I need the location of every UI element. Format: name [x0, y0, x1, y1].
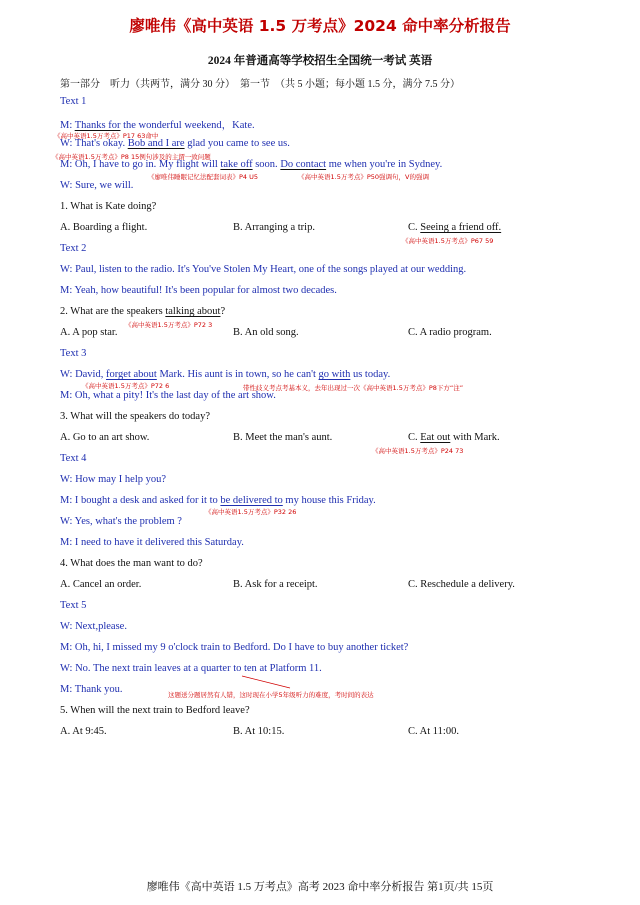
highlight-phrase: take off: [220, 159, 253, 170]
annotation: 这题送分题居然有人错，这时现在小学5年级听力的难度，考时间的表达: [168, 691, 374, 699]
option-a: A. A pop star.: [60, 327, 118, 338]
text2-label: Text 2: [60, 243, 87, 254]
section-instructions: 第一部分 听力（共两节，满分 30 分） 第一节 （共 5 小题；每小题 1.5 分，满分 7.5 分）: [60, 79, 460, 90]
option-c: C. Seeing a friend off.: [408, 222, 502, 233]
highlight-phrase: Seeing a friend off.: [420, 222, 502, 233]
highlight-phrase: a quarter to ten: [193, 663, 257, 674]
annotation: 带性歧义考点考基本义，去年出现过一次《高中英语1.5万考点》P8下方“注”: [243, 384, 464, 392]
annotation: 《高中英语1.5万考点》P72 6: [82, 382, 170, 390]
question-2: 2. What are the speakers talking about?: [60, 306, 226, 317]
option-c: C. Eat out with Mark.: [408, 432, 500, 443]
text3-line1: W: David, forget about Mark. His aunt is in town, so he can't go with us today.: [60, 369, 391, 380]
annotation: 《高中英语1.5万考点》P17 63命中: [54, 132, 159, 140]
text4-line4: M: I need to have it delivered this Saturday.: [60, 537, 244, 548]
annotation: 《高中英语1.5万考点》P24 73: [372, 447, 464, 455]
option-b: B. Meet the man's aunt.: [233, 432, 333, 443]
text5-line4: M: Thank you.: [60, 684, 123, 695]
text1-line2: W: That's okay. Bob and I are glad you came to see us.: [60, 138, 290, 149]
text1-label: Text 1: [60, 96, 87, 107]
annotation: 《高中英语1.5万考点》P72 3: [125, 321, 213, 329]
annotation: 《高中英语1.5万考点》P32 26: [205, 508, 297, 516]
text5-line1: W: Next,please.: [60, 621, 127, 632]
question-1: 1. What is Kate doing?: [60, 201, 157, 212]
page-footer: 廖唯伟《高中英语 1.5 万考点》高考 2023 命中率分析报告 第1页/共 15页: [146, 881, 494, 893]
question-3: 3. What will the speakers do today?: [60, 411, 210, 422]
question-4: 4. What does the man want to do?: [60, 558, 203, 569]
text4-line2: M: I bought a desk and asked for it to be delivered to my house this Friday.: [60, 495, 376, 506]
highlight-phrase: forget about: [105, 369, 157, 380]
highlight-phrase: Eat out: [420, 432, 451, 443]
option-c: C. A radio program.: [408, 327, 492, 338]
option-a: A. Go to an art show.: [60, 432, 150, 443]
option-a: A. Cancel an order.: [60, 579, 142, 590]
highlight-phrase: Do contact: [280, 159, 327, 170]
text2-line1: W: Paul, listen to the radio. It's You've Stolen My Heart, one of the songs played at our wedding.: [60, 264, 467, 275]
option-c: C. At 11:00.: [408, 726, 459, 737]
text4-line1: W: How may I help you?: [60, 474, 167, 485]
option-b: B. At 10:15.: [233, 726, 285, 737]
highlight-phrase: be delivered to: [220, 495, 283, 506]
page-title: 廖唯伟《高中英语 1.5 万考点》2024 命中率分析报告: [129, 17, 511, 35]
highlight-phrase: Thanks for: [74, 120, 121, 131]
highlight-phrase: Bob and I are: [127, 138, 185, 149]
text5-line2: M: Oh, hi, I missed my 9 o'clock train to Bedford. Do I have to buy another ticket?: [60, 642, 409, 653]
option-b: B. An old song.: [233, 327, 299, 338]
option-c: C. Reschedule a delivery.: [408, 579, 515, 590]
text2-line2: M: Yeah, how beautiful! It's been popular for almost two decades.: [60, 285, 337, 296]
highlight-phrase: go with: [318, 369, 351, 380]
annotation: 《高中英语1.5万考点》P67 59: [402, 237, 494, 245]
option-b: B. Ask for a receipt.: [233, 579, 318, 590]
option-a: A. Boarding a flight.: [60, 222, 148, 233]
text5-label: Text 5: [60, 600, 87, 611]
text1-line4: W: Sure, we will.: [60, 180, 134, 191]
annotation: 《廖唯伟睡眠记忆法配套词表》P4 U5: [148, 173, 259, 181]
text5-line3: W: No. The next train leaves at a quarter to ten at Platform 11.: [60, 663, 322, 674]
annotation: 《高中英语1.5万考点》P50强调句，V的强调: [298, 173, 429, 181]
question-5: 5. When will the next train to Bedford leave?: [60, 705, 250, 716]
highlight-phrase: talking about: [165, 306, 221, 317]
text1-line3: M: Oh, I have to go in. My flight will take off soon. Do contact me when you're in Sydney.: [60, 159, 443, 170]
text4-label: Text 4: [60, 453, 87, 464]
exam-subtitle: 2024 年普通高等学校招生全国统一考试 英语: [207, 55, 433, 67]
text1-line1: M: Thanks for the wonderful weekend，Kate.: [60, 120, 255, 131]
option-a: A. At 9:45.: [60, 726, 107, 737]
annotation: 《高中英语1.5万考点》P8 15例句涉及的主谓一致问题: [52, 153, 211, 161]
text3-line2: M: Oh, what a pity! It's the last day of the art show.: [60, 390, 276, 401]
option-b: B. Arranging a trip.: [233, 222, 315, 233]
text4-line3: W: Yes, what's the problem ?: [60, 516, 182, 527]
text3-label: Text 3: [60, 348, 87, 359]
